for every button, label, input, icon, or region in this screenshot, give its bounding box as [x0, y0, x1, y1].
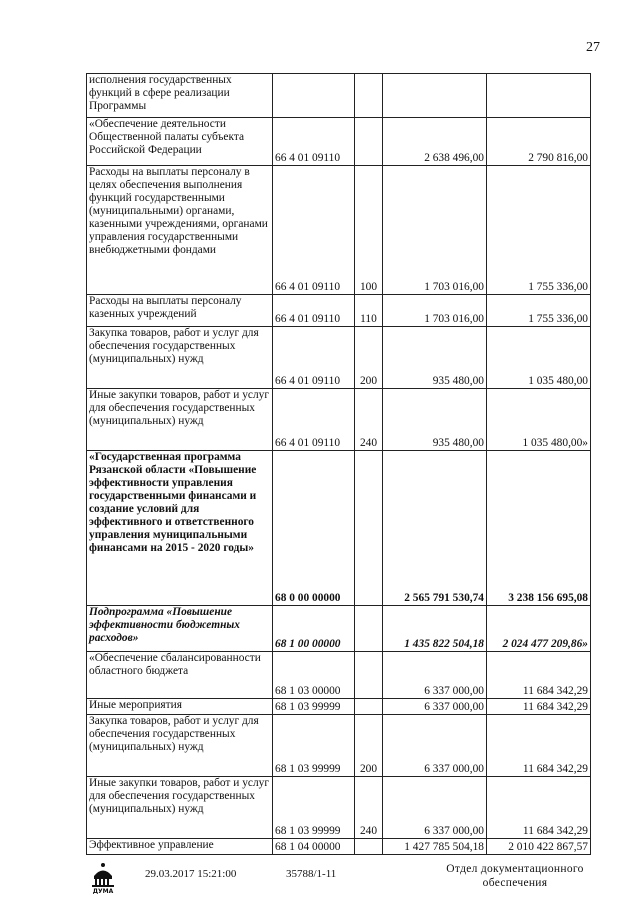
row-sum-2: 1 755 336,00	[487, 295, 591, 327]
row-sum-2: 1 035 480,00»	[487, 389, 591, 451]
table-row	[87, 839, 591, 855]
row-sum-1: 1 435 822 504,18	[383, 606, 487, 652]
row-name: Иные закупки товаров, работ и услуг для обеспечения государственных (муниципальных) нужд	[87, 777, 273, 839]
row-sum-1: 1 427 785 504,18	[383, 839, 487, 855]
row-name: Расходы на выплаты персоналу казенных учреждений	[87, 295, 273, 327]
row-name: Закупка товаров, работ и услуг для обеспечения государственных (муниципальных) нужд	[87, 715, 273, 777]
row-sum-1: 1 703 016,00	[383, 295, 487, 327]
footer-department: Отдел документационного обеспечения	[446, 863, 584, 889]
row-sum-1: 6 337 000,00	[383, 715, 487, 777]
table-row	[87, 715, 591, 777]
row-sum-1: 6 337 000,00	[383, 652, 487, 699]
row-name: «Обеспечение деятельности Общественной палаты субъекта Российской Федерации	[87, 118, 273, 166]
row-vr: 200	[355, 327, 383, 389]
row-sum-2: 2 024 477 209,86»	[487, 606, 591, 652]
table-row	[87, 389, 591, 451]
row-sum-1: 1 703 016,00	[383, 166, 487, 295]
row-sum-2: 11 684 342,29	[487, 715, 591, 777]
row-vr: 200	[355, 715, 383, 777]
row-sum-2: 1 755 336,00	[487, 166, 591, 295]
row-vr	[355, 699, 383, 715]
row-sum-2: 2 010 422 867,57	[487, 839, 591, 855]
row-csr: 66 4 01 09110	[273, 118, 355, 166]
row-sum-2: 11 684 342,29	[487, 777, 591, 839]
row-sum-1: 935 480,00	[383, 327, 487, 389]
row-name: Расходы на выплаты персоналу в целях обеспечения выполнения функций государственными (муниципальными) органами, казенными учреждениями, органами управления государственными внебюджетными фондами	[87, 166, 273, 295]
row-sum-1: 6 337 000,00	[383, 699, 487, 715]
row-sum-2: 11 684 342,29	[487, 652, 591, 699]
row-csr	[273, 74, 355, 118]
row-sum-2	[487, 74, 591, 118]
row-csr: 68 1 03 99999	[273, 715, 355, 777]
row-name: исполнения государственных функций в сфере реализации Программы	[87, 74, 273, 118]
row-csr: 68 1 03 00000	[273, 652, 355, 699]
row-name: Закупка товаров, работ и услуг для обеспечения государственных (муниципальных) нужд	[87, 327, 273, 389]
row-csr: 68 1 04 00000	[273, 839, 355, 855]
row-name: «Государственная программа Рязанской области «Повышение эффективности управления государственными финансами и создание условий для эффективного и ответственного управления муниципальными финансами на 2015 - 2020 годы»	[87, 451, 273, 606]
table-row	[87, 699, 591, 715]
row-vr: 240	[355, 389, 383, 451]
table-row	[87, 74, 591, 118]
row-vr: 110	[355, 295, 383, 327]
row-csr: 68 1 00 00000	[273, 606, 355, 652]
row-sum-2: 3 238 156 695,08	[487, 451, 591, 606]
row-sum-1: 2 565 791 530,74	[383, 451, 487, 606]
table-row	[87, 652, 591, 699]
row-csr: 68 1 03 99999	[273, 699, 355, 715]
row-name: Эффективное управление	[87, 839, 273, 855]
row-vr	[355, 118, 383, 166]
footer-doc-number: 35788/1-11	[286, 868, 337, 880]
svg-text:ДУМА: ДУМА	[92, 888, 114, 894]
row-vr: 100	[355, 166, 383, 295]
page-footer	[0, 860, 640, 900]
row-name: «Обеспечение сбалансированности областного бюджета	[87, 652, 273, 699]
row-csr: 68 1 03 99999	[273, 777, 355, 839]
row-csr: 66 4 01 09110	[273, 166, 355, 295]
table-row	[87, 777, 591, 839]
row-vr	[355, 839, 383, 855]
row-sum-2: 1 035 480,00	[487, 327, 591, 389]
row-sum-2: 11 684 342,29	[487, 699, 591, 715]
row-sum-2: 2 790 816,00	[487, 118, 591, 166]
table-row	[87, 166, 591, 295]
row-vr	[355, 451, 383, 606]
table-row	[87, 451, 591, 606]
table-row	[87, 327, 591, 389]
row-vr	[355, 652, 383, 699]
row-sum-1: 2 638 496,00	[383, 118, 487, 166]
table-row	[87, 118, 591, 166]
row-name: Иные мероприятия	[87, 699, 273, 715]
row-csr: 66 4 01 09110	[273, 389, 355, 451]
row-sum-1	[383, 74, 487, 118]
row-vr	[355, 606, 383, 652]
row-sum-1: 935 480,00	[383, 389, 487, 451]
duma-logo-icon	[88, 860, 118, 894]
page-number: 27	[586, 40, 600, 55]
row-csr: 66 4 01 09110	[273, 295, 355, 327]
row-name: Иные закупки товаров, работ и услуг для обеспечения государственных (муниципальных) нужд	[87, 389, 273, 451]
footer-timestamp: 29.03.2017 15:21:00	[145, 868, 237, 880]
budget-table	[86, 73, 591, 855]
row-vr: 240	[355, 777, 383, 839]
row-vr	[355, 74, 383, 118]
row-sum-1: 6 337 000,00	[383, 777, 487, 839]
table-row	[87, 295, 591, 327]
row-csr: 68 0 00 00000	[273, 451, 355, 606]
table-row	[87, 606, 591, 652]
row-name: Подпрограмма «Повышение эффективности бюджетных расходов»	[87, 606, 273, 652]
row-csr: 66 4 01 09110	[273, 327, 355, 389]
